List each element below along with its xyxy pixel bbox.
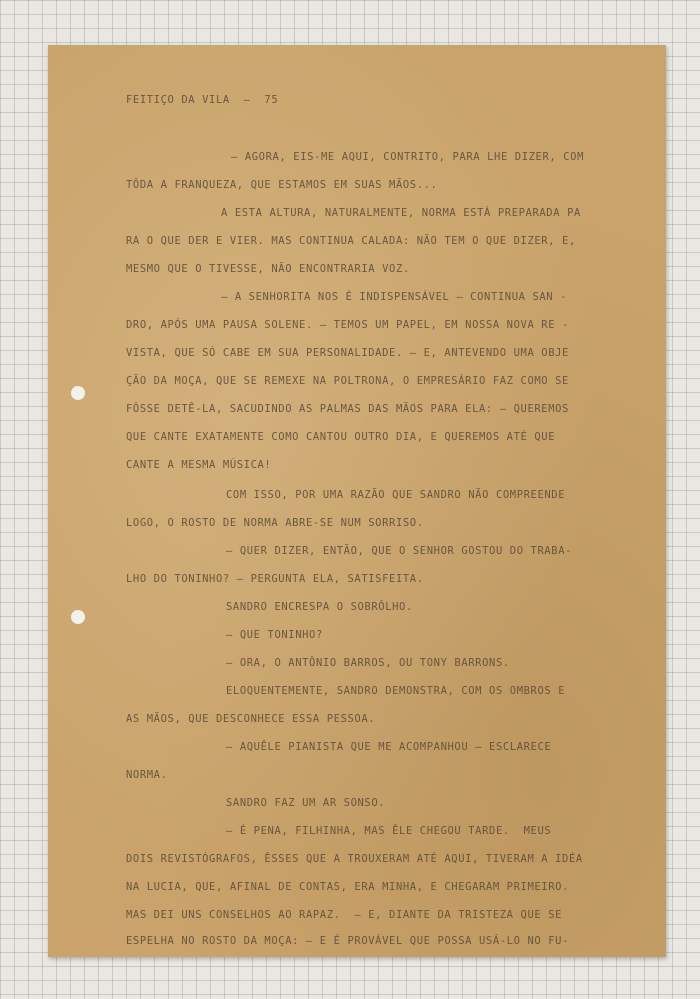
- text-line: DOIS REVISTÓGRAFOS, ÊSSES QUE A TROUXERAM ATÉ AQUI, TIVERAM A IDÉA: [126, 853, 583, 865]
- text-line: ÇÃO DA MOÇA, QUE SE REMEXE NA POLTRONA, O EMPRESÁRIO FAZ COMO SE: [126, 375, 569, 387]
- punch-hole-lower: [71, 610, 85, 624]
- text-line: MAS DEI UNS CONSELHOS AO RAPAZ. — E, DIANTE DA TRISTEZA QUE SE: [126, 909, 563, 921]
- text-line: TÔDA A FRANQUEZA, QUE ESTAMOS EM SUAS MÃOS...: [126, 179, 438, 191]
- text-line: FÔSSE DETÊ-LA, SACUDINDO AS PALMAS DAS MÃOS PARA ELA: — QUEREMOS: [126, 403, 569, 415]
- page-header: FEITIÇO DA VILA — 75: [126, 94, 279, 106]
- text-line: — AGORA, EIS-ME AQUI, CONTRITO, PARA LHE DIZER, COM: [231, 151, 584, 163]
- text-line: RA O QUE DER E VIER. MAS CONTINUA CALADA: NÃO TEM O QUE DIZER, E,: [126, 235, 576, 247]
- text-line: DRO, APÓS UMA PAUSA SOLENE. — TEMOS UM PAPEL, EM NOSSA NOVA RE -: [126, 319, 569, 331]
- text-line: ESPELHA NO ROSTO DA MOÇA: — E É PROVÁVEL QUE POSSA USÁ-LO NO FU-: [126, 935, 569, 947]
- text-line: ELOQUENTEMENTE, SANDRO DEMONSTRA, COM OS OMBROS E: [226, 685, 566, 697]
- text-line: SANDRO ENCRESPA O SOBRÔLHO.: [226, 601, 413, 613]
- text-line: CANTE A MESMA MÚSICA!: [126, 459, 272, 471]
- text-line: NA LUCIA, QUE, AFINAL DE CONTAS, ERA MINHA, E CHEGARAM PRIMEIRO.: [126, 881, 569, 893]
- text-line: — ORA, O ANTÔNIO BARROS, OU TONY BARRONS.: [226, 657, 510, 669]
- text-line: — A SENHORITA NOS É INDISPENSÁVEL — CONTINUA SAN -: [221, 291, 568, 303]
- text-line: — AQUÊLE PIANISTA QUE ME ACOMPANHOU — ESCLARECE: [226, 741, 552, 753]
- text-line: SANDRO FAZ UM AR SONSO.: [226, 797, 386, 809]
- text-line: LHO DO TONINHO? — PERGUNTA ELA, SATISFEITA.: [126, 573, 424, 585]
- text-line: — QUER DIZER, ENTÃO, QUE O SENHOR GOSTOU DO TRABA-: [226, 545, 573, 557]
- text-line: QUE CANTE EXATAMENTE COMO CANTOU OUTRO DIA, E QUEREMOS ATÉ QUE: [126, 431, 556, 443]
- text-line: VISTA, QUE SÓ CABE EM SUA PERSONALIDADE. — E, ANTEVENDO UMA OBJE: [126, 347, 569, 359]
- typewritten-page: [48, 45, 666, 957]
- text-line: A ESTA ALTURA, NATURALMENTE, NORMA ESTÁ PREPARADA PA: [221, 207, 581, 219]
- text-line: AS MÃOS, QUE DESCONHECE ESSA PESSOA.: [126, 713, 376, 725]
- text-line: MESMO QUE O TIVESSE, NÃO ENCONTRARIA VOZ.: [126, 263, 410, 275]
- punch-hole-upper: [71, 386, 85, 400]
- text-line: — É PENA, FILHINHA, MAS ÊLE CHEGOU TARDE. MEUS: [226, 825, 552, 837]
- text-line: NORMA.: [126, 769, 168, 781]
- text-line: LOGO, O ROSTO DE NORMA ABRE-SE NUM SORRISO.: [126, 517, 424, 529]
- text-line: — QUE TONINHO?: [226, 629, 323, 641]
- text-line: COM ISSO, POR UMA RAZÃO QUE SANDRO NÃO COMPREENDE: [226, 489, 566, 501]
